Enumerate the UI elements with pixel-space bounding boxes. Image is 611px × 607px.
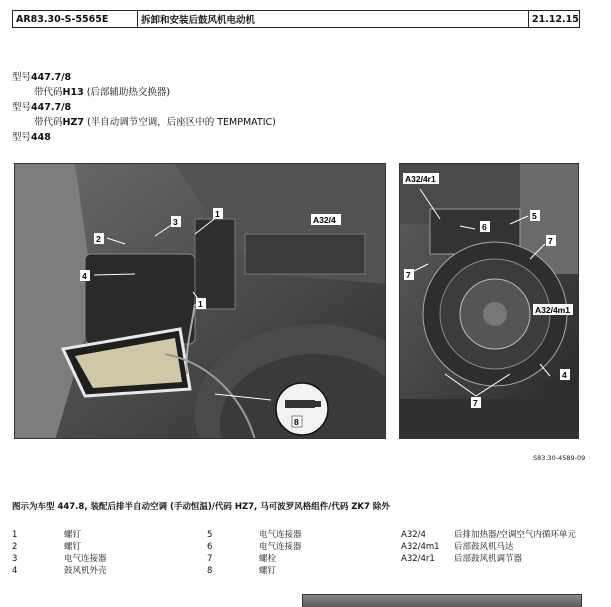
figure-caption: 图示为车型 447.8, 装配后排半自动空调 (手动恒温)/代码 HZ7, 马可波罗风格组件/代码 ZK7 除外 — [12, 502, 390, 512]
callout-label: 6 — [482, 222, 487, 232]
legend-item: A32/4m1 后部鼓风机马达 — [401, 542, 514, 552]
legend-item: 5 电气连接器 — [207, 530, 302, 540]
legend-item: 6 电气连接器 — [207, 542, 302, 552]
callout-label: 4 — [562, 370, 567, 380]
figure-reference: S83.30-4589-09 — [533, 454, 586, 462]
legend-item: A32/4 后排加热器/空调空气内循环单元 — [401, 530, 576, 540]
legend-item: 4 鼓风机外壳 — [12, 566, 107, 576]
legend-column-3 — [401, 529, 576, 565]
legend-column-2 — [207, 529, 302, 577]
callout-label: 7 — [406, 270, 411, 280]
next-figure-photo — [302, 594, 582, 607]
legend-item: A32/4r1 后部鼓风机调节器 — [401, 554, 523, 564]
callout-label: 5 — [532, 211, 537, 221]
model-line: 型号448 — [12, 132, 51, 143]
legend-column-1 — [12, 529, 107, 577]
doc-title: 拆卸和安装后鼓风机电动机 — [138, 11, 529, 27]
callout-label: 8 — [294, 417, 299, 427]
legend-item: 7 螺栓 — [207, 554, 277, 564]
callout-label: 1 — [215, 209, 220, 219]
doc-date: 21.12.15 — [532, 13, 579, 25]
model-line: 带代码H13 (后部辅助热交换器) — [34, 87, 171, 98]
callout-label: 3 — [173, 217, 178, 227]
model-line: 带代码HZ7 (半自动调节空调，后座区中的 TEMPMATIC) — [34, 117, 276, 128]
legend-item: 3 电气连接器 — [12, 554, 107, 564]
callout-label: 7 — [548, 236, 553, 246]
callout-label: A32/4m1 — [535, 305, 570, 315]
document-header — [12, 10, 580, 28]
doc-code: AR83.30-S-5565E — [13, 11, 138, 27]
model-line: 型号447.7/8 — [12, 102, 72, 113]
figure-right-illustration — [400, 164, 579, 439]
legend-item: 2 螺钉 — [12, 542, 82, 552]
callout-label: 7 — [473, 398, 478, 408]
callout-label: A32/4r1 — [405, 174, 436, 184]
figure-right-photo — [399, 163, 579, 439]
callout-label: 4 — [82, 271, 87, 281]
legend-item: 8 螺钉 — [207, 566, 277, 576]
model-applicability — [12, 70, 276, 145]
legend-item: 1 螺钉 — [12, 530, 82, 540]
callout-label: 1 — [198, 299, 203, 309]
callout-label: A32/4 — [313, 215, 336, 225]
figure-left-photo — [14, 163, 386, 439]
figure-left-illustration — [15, 164, 386, 439]
model-line: 型号447.7/8 — [12, 72, 72, 83]
callout-label: 2 — [96, 234, 101, 244]
